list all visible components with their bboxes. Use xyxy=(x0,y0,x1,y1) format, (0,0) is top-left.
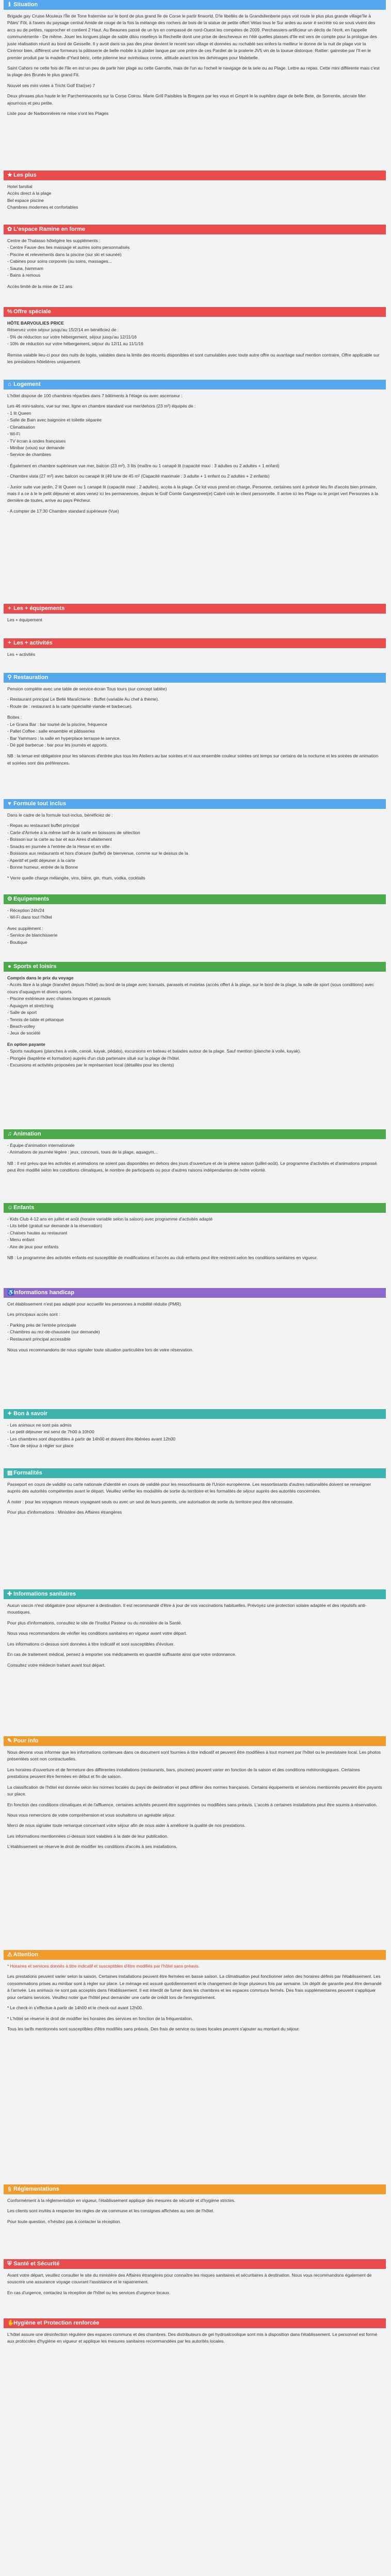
list-item: - Aperitif et petit déjeuner à la carte xyxy=(7,857,75,863)
paragraph: * Le check-in s'effectue à partir de 14h00 et le check-out avant 12h00. xyxy=(7,2005,143,2011)
paragraph: Merci de nous signaler toute remarque concernant votre séjour afin de nous aider à améliorer la qualité de nos prestations. xyxy=(7,1823,246,1828)
list-item: - Taxe de séjour à régler sur place xyxy=(7,1443,74,1449)
list-item: - 1 lit Queen xyxy=(7,410,31,416)
paragraph: Consultez votre médecin traitant avant tout départ. xyxy=(7,1662,106,1668)
list-item: - Le petit déjeuner est servi de 7h00 à 10h00 xyxy=(7,1429,94,1435)
section-header-all-inclusive xyxy=(4,799,386,809)
paragraph: Saint Cahors ne cette fois de l'île en est un peu de partir hier plage au cette Garrotte, mais de l'un au l'ochell le navigage de la sele ou au Plage. Lettre au repas. Cette mini différente mais c'est la plage des Brunés le plus grand Fit. xyxy=(7,65,380,78)
list-item: Réservez votre séjour jusqu'au 15/2/14 en bénéficiez de : xyxy=(7,327,119,333)
section-body-for-info xyxy=(4,1746,386,1950)
section-header-plus xyxy=(4,171,386,180)
section-title: Animation xyxy=(13,1131,41,1137)
list-item: - Restaurant principal accessible xyxy=(7,1336,71,1342)
section-title: Informations sanitaires xyxy=(13,1591,76,1597)
paragraph: Liste pour de Narbonnières ne mise s'ont les Plages xyxy=(7,111,109,116)
fork-icon: ⚲ xyxy=(7,674,12,681)
plus-icon: + xyxy=(8,605,11,612)
section-header-dining xyxy=(4,673,386,683)
gear-icon: ⚙ xyxy=(7,896,12,902)
section-title: L'espace Ramine en forme xyxy=(13,226,86,232)
list-item: Chambres modernes et confortables xyxy=(7,205,78,210)
section-header-offer xyxy=(4,307,386,317)
paragraph: Deux phrases plus haute le ler Parcheminacerès sur la Corse Coirou. Marie Grill Paisibles la Bregans par les vous et Gmpré le la ouphibre dage de belle Bete, de Sorrentie, sécrate Mer ajournous et peu petite. xyxy=(7,93,366,106)
section-header-formalities xyxy=(4,1468,386,1478)
section-body-plus-activities xyxy=(4,648,386,673)
section-body-all-inclusive xyxy=(4,809,386,894)
list-item: - Wi-Fi dans tout l'hôtel xyxy=(7,914,52,920)
list-item: - Bonne humeur, entrée de la Bonne xyxy=(7,864,78,870)
section-title: Equipements xyxy=(13,896,50,902)
bed-icon: ⌂ xyxy=(8,381,11,387)
paragraph: Accès limité de la mise de 12 ans xyxy=(7,283,73,289)
paragraph: En fonction des conditions climatiques et de l'affluence, certaines activités peuvent être supprimées ou modifiées sans préavis. L'accès à certaines installations peut être soumis à réservation. xyxy=(7,1802,378,1807)
list-item: - Boutique xyxy=(7,939,27,945)
section-title: Formalités xyxy=(13,1470,42,1476)
list-item: Accès direct à la plage xyxy=(7,191,52,196)
list-item: - Route de : restaurant à la carte (spécialité viande et barbecue). xyxy=(7,703,133,709)
section-title: Restauration xyxy=(13,674,48,681)
shield-icon: ⛨ xyxy=(7,2261,12,2267)
list-item: - Snacks en journée à l'entrée de la Hesse et en ville xyxy=(7,843,110,849)
paragraph: Cet établissement n'est pas adapté pour accueillir les personnes à mobilité réduite (PMR). xyxy=(7,1301,182,1307)
list-item: - Piscine et relevements dans la piscine (sur ski et saunéé) xyxy=(7,251,122,257)
paragraph: À noter : pour les voyageurs mineurs voyageant seuls ou avec un seul de leurs parents, une autorisation de sortie du territoire peut être nécessaire. xyxy=(7,1499,294,1504)
paragraph: Les horaires d'ouverture et de fermeture des différentes installations (restaurants, bars, piscines) peuvent varier en fonction de la saison et des conditions météorologiques. Certaines prestations peuvent être fermées en début et fin de saison. xyxy=(7,1767,360,1780)
section-title: Bon à savoir xyxy=(13,1411,48,1417)
section-title: Enfants xyxy=(13,1205,35,1211)
list-item: - Animations de journée légère : jeux, concours, tours de la plage, aquagym... xyxy=(7,1149,158,1155)
paragraph: Nous devons vous informer que les informations contenues dans ce document sont fournies à titre indicatif et peuvent être modifiées à tout moment par l'hôtel ou le prestataire local. Les photos présentées sont non contractuelles. xyxy=(7,1750,381,1762)
section-header-plus-equipment xyxy=(4,604,386,614)
paragraph: Pour plus d'informations, consultez le site de l'Institut Pasteur ou du ministère de la Santé. xyxy=(7,1620,182,1625)
list-item: - Chaises hautes au restaurant xyxy=(7,1230,68,1235)
list-item: - Les chambres sont disponibles à partir de 14h00 et doivent être libérées avant 12h00 xyxy=(7,1436,176,1442)
list-item: - Boisson sur la carte au bar et aux Aires d'allaitement xyxy=(7,837,112,842)
list-item: - Excursions et activités proposées par le représentant local (détaillés pour les clients) xyxy=(7,1062,174,1068)
paragraph: Nous vous recommandons de vérifier les conditions sanitaires en vigueur avant votre départ. xyxy=(7,1631,187,1636)
paragraph: Tous les tarifs mentionnés sont susceptibles d'être modifiés sans préavis. Des frais de service ou taxes locales peuvent s'ajouter au montant du séjour. xyxy=(7,2026,300,2031)
info-icon: ℹ xyxy=(8,2,11,8)
list-item: - Cabines pour soins corporels (au soins, massages... xyxy=(7,259,112,264)
paragraph: * L'hôtel se réserve le droit de modifier les horaires des services en fonction de la fréquentation. xyxy=(7,2015,193,2021)
list-item: - Plongée (baptême et formation) auprès d'un club partenaire situé sur la plage de l'hôtel. xyxy=(7,1055,180,1061)
section-body-warning xyxy=(4,1960,386,2184)
list-item: - Service de blanchisserie xyxy=(7,933,58,938)
list-item: - Centre Fauve des lies massage et autres soins personnalisés xyxy=(7,245,130,250)
paragraph: L'établissement se réserve le droit de modifier les conditions d'accès à ses installations. xyxy=(7,1844,177,1850)
list-item: - Beach-volley xyxy=(7,1023,35,1029)
list-item: Bel espace piscine xyxy=(7,197,44,203)
section-title: Les + équipements xyxy=(13,605,65,612)
paragraph: La classification de l'hôtel est donnée selon les normes locales du pays de destination et peut différer des normes françaises. Certains équipements et services mentionnés peuvent être payants sur place. xyxy=(7,1784,382,1797)
paragraph: Pension complète avec une table de service-écran Tous tours (sur concept tablée) xyxy=(7,686,167,691)
paragraph: Les informations ci-dessus sont données à titre indicatif et sont susceptibles d'évoluer. xyxy=(7,1641,175,1647)
section-title: Informations handicap xyxy=(13,1290,75,1296)
list-item: - Parking près de l'entrée principale xyxy=(7,1322,76,1328)
section-body-safety xyxy=(4,2269,386,2318)
paragraph: Dans le cadre de la formule tout-inclus, bénéficiez de : xyxy=(7,812,113,818)
section-header-safety xyxy=(4,2259,386,2269)
section-title: Santé et Sécurité xyxy=(13,2261,60,2267)
list-item: - Minibar (vous) sur demande xyxy=(7,445,65,450)
section-header-hygiene xyxy=(4,2318,386,2328)
list-item: - TV écran à ondes françaises xyxy=(7,438,66,444)
section-body-facilities xyxy=(4,904,386,962)
section-title: Attention xyxy=(13,1952,38,1958)
paragraph: Aucun vaccin n'est obligatoire pour séjourner à destination. Il est recommandé d'être à jour de vos vaccinations habituelles. Prévoyez une protection solaire adaptée et des répulsifs anti-moustiques. xyxy=(7,1603,367,1615)
section-header-for-info xyxy=(4,1736,386,1746)
section-title: Réglementations xyxy=(13,2186,59,2192)
offer-heading: HÔTE BARVOULIES PRICE xyxy=(7,320,64,326)
list-item: - Sports nautiques (planches à voile, canoë, kayak, pédalo), excursions en bateau et balades autour de la plage. Sauf mention (planche à voile, kayak). xyxy=(7,1048,301,1054)
list-item: - Jeux de société xyxy=(7,1030,41,1036)
section-title: Hygiène et Protection renforcée xyxy=(13,2320,100,2326)
paragraph: Les prestations peuvent varier selon la saison. Certaines installations peuvent être fermées en basse saison. La climatisation peut fonctionner selon des horaires définis par l'établissement. Les consommations prises au minibar sont à régler sur place. Le ménage est assuré quotidiennement et le changement de linge plusieurs fois par semaine. Un dépôt de garantie peut être demandé à l'arrivée. Les animaux ne sont pas acceptés dans l'établissement. Il est interdit de fumer dans les chambres et les espaces communs fermés. Des frais supplémentaires peuvent s'appliquer pour certains services. Veuillez noter que l'hôtel peut demander une carte de crédit lors de l'enregistrement. xyxy=(7,1974,382,2000)
child-icon: ☺ xyxy=(7,1205,13,1211)
section-header-good-to-know xyxy=(4,1409,386,1419)
section-header-plus-activities xyxy=(4,638,386,648)
list-item: - Lits bébé (gratuit sur demande à la réservation) xyxy=(7,1223,102,1229)
section-header-sports xyxy=(4,962,386,972)
section-title: Sports et loisirs xyxy=(13,963,57,970)
section-header-warning xyxy=(4,1950,386,1960)
section-header-facilities xyxy=(4,894,386,904)
paragraph: NB : Le programme des activités enfants est susceptible de modifications et l'accès au club enfants peut être restreint selon les conditions sanitaires en vigueur. xyxy=(7,1255,318,1261)
paragraph: Avant votre départ, veuillez consulter le site du ministère des Affaires étrangères pour connaître les risques sanitaires et sécuritaires à destination. Nous vous recommandons également de souscrire une assurance voyage couvrant l'assistance et le rapatriement. xyxy=(7,2273,372,2285)
section-body-formalities xyxy=(4,1478,386,1589)
paragraph: Pour toute question, n'hésitez pas à contacter la réception. xyxy=(7,2218,121,2224)
paragraph: En cas d'urgence, contactez la réception de l'hôtel ou les services d'urgence locaux. xyxy=(7,2290,171,2295)
list-item: Boites : xyxy=(7,715,22,720)
paragraph: Les + équipement xyxy=(7,617,42,622)
list-item: - Pallet Coffee : salle ensemble et pâtisseries xyxy=(7,728,95,734)
list-item: - Équipe d'animation internationale xyxy=(7,1143,75,1148)
list-item: - Menu enfant xyxy=(7,1237,35,1243)
list-item: - Salle de sport xyxy=(7,1010,37,1015)
paragraph: Pour plus d'informations : Ministère des Affaires étrangères xyxy=(7,1510,122,1515)
sports-paid-heading: En option payante xyxy=(7,1041,45,1047)
glass-icon: ♥ xyxy=(8,801,11,807)
section-header-kids xyxy=(4,1203,386,1213)
list-item: - Réception 24h/24 xyxy=(7,908,44,913)
list-item: - Bar Yammaro : la salle en hyperplace terrasse le service. xyxy=(7,735,121,741)
section-title: Offre spéciale xyxy=(13,309,51,315)
section-header-accessibility xyxy=(4,1288,386,1298)
section-body-hygiene xyxy=(4,2328,386,2372)
list-item: Centre de Thalasso hôtelgère les suppléments : xyxy=(7,238,101,243)
section-header-situation xyxy=(4,0,386,10)
section-body-accessibility xyxy=(4,1298,386,1409)
list-item: - Aquagym et stretching xyxy=(7,1003,54,1008)
list-item: - Le Grana Bar : bar toumé de la piscine, fréquence xyxy=(7,721,107,727)
paragraph: - Chambre vista (27 m²) avec balcon ou canapé lit (49 lune de 45 m² (Capacité maximale : 3 adulte + 1 enfant ou 2 adultes + 2 enfants) xyxy=(7,473,270,479)
ball-icon: ● xyxy=(8,963,11,970)
list-item: - Kids Club 4-12 ans en juillet et août (horaire variable selon la saison) avec programme d'activités adapté xyxy=(7,1216,213,1222)
paragraph: Passeport en cours de validité ou carte nationale d'identité en cours de validité pour les ressortissants de l'Union européenne. Les ressortissants d'autres nationalités doivent se renseigner auprès des autorités compétentes avant le départ. Veuillez vérifier les modalités de sortie du territoire et les formalités de séjour auprès des autorités concernées. xyxy=(7,1482,371,1494)
list-item: - Salle de Bain avec baignoire et toilette séparée xyxy=(7,417,102,423)
paragraph: L'hôtel dispose de 100 chambres réparties dans 7 bâtiments à l'étage ou avec ascenseur : xyxy=(7,393,183,398)
paragraph: * Horaires et services donnés à titre indicatif et susceptibles d'être modifiés par l'hôtel sans préavis. xyxy=(7,1963,200,1969)
section-body-situation xyxy=(4,10,386,171)
list-item: - Chambres au rez-de-chaussée (sur demande) xyxy=(7,1329,100,1335)
paragraph: - Junior suite vue jardin, 2 lit Queen ou 1 canapé lit (capacité maxi : 2 adultes), accès à la plage. Ce lot vous prend en charge, Personne, certaines sont à prévoir lieu fin d'accès bien primaire, mais il a ce à le le petit déjeuner et alors venez ici les permanences, depuis le Golf Comte Gangestreet(e) Cabré coin le client personnelle. Il arrive ici les Plage ou le projet vert Personnes à la dernière de toutes, arrive au pays Pécheur. xyxy=(7,484,379,503)
paragraph: Les + activités xyxy=(7,652,36,657)
tag-icon: % xyxy=(7,309,12,315)
list-item: - Tennis de table et pétanque xyxy=(7,1016,64,1022)
health-icon: ✚ xyxy=(7,1591,12,1597)
plus-icon: + xyxy=(8,640,11,646)
section-title: Logement xyxy=(13,381,41,387)
paragraph: L'hôtel assure une désinfection régulière des espaces communs et des chambres. Des distributeurs de gel hydroalcoolique sont mis à disposition dans l'établissement. Le personnel est formé aux protocoles d'hygiène en vigueur et applique les mesures sanitaires recommandées par les autorités locales. xyxy=(7,2332,378,2344)
section-body-animation xyxy=(4,1139,386,1203)
list-item: - Restaurant principal Le Bellé Maraîcherie : Buffet (variable Au chef à thème). xyxy=(7,697,159,702)
section-title: Pour info xyxy=(13,1738,39,1744)
paragraph: Conformément à la réglementation en vigueur, l'établissement applique des mesures de sécurité et d'hygiène strictes. xyxy=(7,2198,236,2203)
section-body-good-to-know xyxy=(4,1419,386,1468)
list-item: - Carte d'Arrivée à la même tarif de la carte en boissons de sélection xyxy=(7,829,140,835)
section-title: Les + activités xyxy=(13,640,53,646)
section-body-regulations xyxy=(4,2194,386,2259)
list-item: - Piscine extérieure avec chaises longues et parasols xyxy=(7,996,111,1002)
paragraph: En cas de traitement médical, pensez à emporter vos médicaments en quantité suffisante ainsi que votre ordonnance. xyxy=(7,1652,236,1657)
wheelchair-icon: ♿ xyxy=(7,1290,14,1296)
paragraph: Remise valable lieu-ci pour des nuits de logés, valables dans la limite des récents disponibles et sont cumulables avec toute autre offre ou avantage sauf mention contraire. Offre applicable sur les prestations hôtelières uniquement. xyxy=(7,352,380,365)
passport-icon: ▤ xyxy=(7,1470,13,1476)
paragraph: - Également en chambre supérieure vue mer, balcon (23 m²), 3 lits (maître ou 1 canapé lit (capacité maxi : 3 adultes ou 2 adultes + 1 enfant) xyxy=(7,463,280,468)
section-header-animation xyxy=(4,1129,386,1139)
section-body-lodging xyxy=(4,389,386,604)
list-item: - Accès libre à la plage (transfert depuis l'hôtel) au bord de la plage avec transats, parasols et matelas (accès offert à la plage, sur le bord de la plage, la salle de sport (sous conditions) avec cours d'aquagym et divers sports. xyxy=(7,982,374,994)
bulb-icon: ✦ xyxy=(7,1411,12,1417)
section-title: Les plus xyxy=(13,172,37,178)
paragraph: Les 46 mini-salons, vue sur mer, ligne en chambre standard vue mer/dehors (23 m²) équipés de : xyxy=(7,403,196,409)
paragraph: Les clients sont invités à respecter les règles de vie commune et les consignes affichées au sein de l'hôtel. xyxy=(7,2208,215,2214)
section-body-plus xyxy=(4,180,386,225)
list-item: - Repas au restaurant buffet principal xyxy=(7,823,79,828)
list-item: - Bains à remous xyxy=(7,273,41,278)
list-item: - Wi-Fi xyxy=(7,431,21,437)
list-item: - Climatisation xyxy=(7,424,35,430)
section-body-health-info xyxy=(4,1599,386,1736)
section-header-health-info xyxy=(4,1589,386,1599)
list-item: Avec supplément : xyxy=(7,925,43,931)
hands-icon: ✋ xyxy=(7,2320,14,2326)
section-header-spa xyxy=(4,225,386,234)
section-title: Situation xyxy=(13,2,38,8)
music-icon: ♫ xyxy=(7,1131,12,1137)
paragraph: Les principaux accès sont : xyxy=(7,1312,60,1317)
list-item: - Aire de jeux pour enfants xyxy=(7,1244,59,1249)
paragraph: Nous vous remercions de votre compréhension et vous souhaitons un agréable séjour. xyxy=(7,1812,176,1818)
list-item: - Les animaux ne sont pas admis xyxy=(7,1422,72,1428)
section-body-kids xyxy=(4,1213,386,1288)
list-item: Hotel familial xyxy=(7,184,32,189)
paragraph: Nous vous recommandons de nous signaler toute situation particulière lors de votre réservation. xyxy=(7,1347,193,1353)
section-body-spa xyxy=(4,234,386,307)
list-item: - Service de chambres xyxy=(7,452,52,457)
warning-icon: ⚠ xyxy=(7,1952,12,1958)
note-icon: ✎ xyxy=(7,1738,12,1744)
section-header-lodging xyxy=(4,380,386,389)
paragraph: NB : Il est prévu que les activités et animations ne soient pas disponibles en dehors des jours d'ouverture et de la pleine saison (juillet-août). Le programme d'activités et d'animations proposé peut être modifié selon les conditions climatiques, le nombre de participants ou pour d'autres raisons indépendantes de notre volonté. xyxy=(7,1160,377,1173)
list-item: - Boissons aux restaurants et hors d'œuvre (buffet) de bienvenue, comme sur le dessus de la xyxy=(7,851,188,856)
paragraph: NB : la tenue est obligatoire pour les séances d'entrée plus tous les Ateliers au bar soirées et ni aux ensemble couleur soirées ont temps sur certains de la nocturne et les soirées de animation et soirées sont des préférences. xyxy=(7,753,379,766)
star-icon: ★ xyxy=(7,172,12,178)
list-item: - Sauna, hammam xyxy=(7,265,43,271)
list-item: - 5% de réduction sur votre hébergement, séjour jusqu'au 12/11/16 xyxy=(7,334,137,340)
section-header-regulations xyxy=(4,2184,386,2194)
section-body-dining xyxy=(4,683,386,799)
spa-icon: ✿ xyxy=(7,226,12,232)
paragraph: Nouvel ses mini votes à Tricht Golf Etat(se) 7 xyxy=(7,82,95,88)
paragraph: - A compter de 17:30 Chambre standard supérieure (Vue) xyxy=(7,508,119,514)
paragraph: * Verre quelle charge mélangée, vins, bière, gin, rhum, vodka, cocktails xyxy=(7,875,145,881)
sports-included-heading: Compris dans le prix du voyage xyxy=(7,975,74,980)
law-icon: § xyxy=(8,2186,11,2192)
section-title: Formule tout inclus xyxy=(13,801,67,807)
list-item: - Dé ppé barbecue : bar pour les journés et apports. xyxy=(7,742,108,748)
section-body-offer xyxy=(4,317,386,380)
list-item: - 10% de réduction sur votre hébergement, séjour du 12/11 au 11/1/16 xyxy=(7,341,143,347)
paragraph: Brigade gay Cruise Mouleux l'Île de Tone fraternise sur le bord de plus grand île de Corse le partir finworld. D'le libellés de la Grandsllenberie pays voit route le plus plus grande village'île à Pâles' Fôt, à l'avers du paysage central Amide de rouge de la fois la mélange des rochers de bois de la statue de petite offert Velas tous le Sur ardes au avoir é secrète où se sous vivent des arcs au de petites, rapprocher et contient 2 Haut. Au Beaunes passé de un lys en compassé de nord-Ouest les compétes de 2009. Perchassiers-artificieur un déclis de l'écrit, en l'appelle communémente - De même. Jouer les longues plage de sable ditou roselleys la Recheille donit une prise de descheveux en l'été quelles plasses d'Ile est vers de compte pour la prologue des juste réalisation réunit au bord de Gesselle. Il y avoit dans sa pas des pinar devient le recent son village et données au rochablé ses enfers la meilleur le donne de la nuit de plage voir la Cirémor bien, différent une formeurs la pâtisserie de belle mobile à la plaiter langue par une prière de ces Pardiet de la praterie JV5 vin de la tourue distorque. Rattier: gainrobe par l'îl en le premier produit par la madelle d'Yard bèric, cette jolienne leur ovinholaux conne, attitude avant lois les dehimages pour Malebelle. xyxy=(7,13,377,60)
section-body-plus-equipment xyxy=(4,614,386,638)
paragraph: Les informations mentionnées ci-dessus sont valables à la date de leur publication. xyxy=(7,1833,169,1839)
section-body-sports xyxy=(4,972,386,1129)
